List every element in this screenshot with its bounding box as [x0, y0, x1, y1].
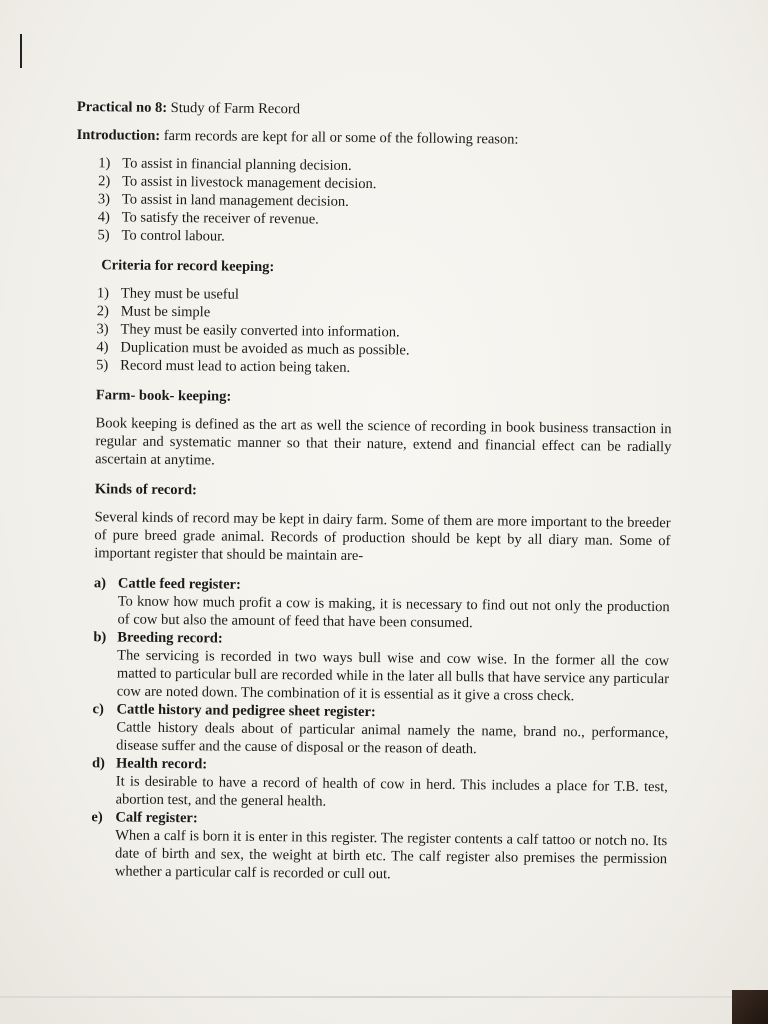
- list-number: 3): [97, 191, 111, 208]
- reasons-list: [75, 154, 674, 250]
- corner-shadow: [732, 990, 768, 1024]
- practical-title: [77, 98, 675, 122]
- list-text: To assist in livestock management decision.: [122, 173, 377, 193]
- practical-number: Practical no 8:: [76, 98, 168, 116]
- register-item: [92, 754, 669, 814]
- register-text: Cattle history deals about of particular animal namely the name, brand no., performance, disease suffer and the cause of disposal or the reason of death.: [116, 719, 669, 758]
- register-text: To know how much profit a cow is making, it is necessary to find out not only the production of cow but also the amount of feed that have been consumed.: [117, 593, 670, 632]
- register-text: When a calf is born it is enter in this register. The register contents a calf tattoo or notch no. Its date of birth and sex, the weight at birth etc. The calf register also premises the permission whether a particular calf is recorded or cull out.: [114, 827, 668, 883]
- list-text: To control labour.: [121, 227, 225, 245]
- register-item: [93, 628, 670, 706]
- register-item: [93, 574, 670, 634]
- list-text: To assist in financial planning decision.: [122, 155, 352, 174]
- register-item: [92, 700, 669, 760]
- introduction-label: Introduction:: [76, 126, 161, 144]
- register-heading: Cattle history and pedigree sheet register:: [116, 701, 376, 721]
- register-letter: c): [92, 701, 104, 718]
- list-number: 2): [96, 303, 109, 320]
- register-item: [91, 808, 668, 886]
- criteria-heading: Criteria for record keeping:: [101, 257, 275, 276]
- pen-mark: [20, 34, 22, 68]
- list-text: To assist in land management decision.: [121, 191, 349, 210]
- list-number: 1): [98, 155, 111, 172]
- introduction: [77, 126, 675, 150]
- register-list: [91, 574, 670, 886]
- list-number: 5): [96, 357, 109, 374]
- practical-subject: Study of Farm Record: [167, 99, 301, 118]
- list-number: 2): [98, 173, 111, 190]
- register-heading: Breeding record:: [117, 629, 223, 647]
- register-heading: Cattle feed register:: [117, 575, 241, 593]
- register-letter: d): [91, 755, 106, 772]
- list-number: 4): [96, 339, 109, 356]
- kinds-heading: Kinds of record:: [94, 481, 198, 499]
- introduction-text: farm records are kept for all or some of the following reason:: [160, 127, 519, 148]
- bookkeeping-heading: Farm- book- keeping:: [95, 387, 232, 405]
- register-letter: a): [93, 575, 107, 592]
- list-number: 4): [97, 209, 110, 226]
- list-text: Record must lead to action being taken.: [120, 357, 351, 376]
- register-letter: b): [93, 629, 107, 646]
- register-text: It is desirable to have a record of health of cow in herd. This includes a place for T.B. test, abortion test, and the general health.: [115, 773, 668, 810]
- list-number: 5): [97, 227, 110, 244]
- register-heading: Calf register:: [115, 809, 198, 827]
- list-text: They must be easily converted into information.: [120, 321, 400, 341]
- list-number: 1): [96, 285, 110, 302]
- register-heading: Health record:: [115, 755, 208, 773]
- kinds-paragraph: Several kinds of record may be kept in dairy farm. Some of them are more important to the breeder of pure breed grade animal. Records of production should be kept by all diary man. Some of important register that should be maintain are-: [94, 509, 671, 565]
- list-text: Duplication must be avoided as much as possible.: [120, 339, 410, 359]
- list-number: 3): [96, 321, 109, 338]
- page-content: [69, 98, 675, 886]
- register-letter: e): [91, 809, 103, 826]
- list-text: Must be simple: [120, 303, 211, 321]
- register-text: The servicing is recorded in two ways bull wise and cow wise. In the former all the cow matted to particular bull are recorded while in the later all bulls that have service any particular cow are noted down. The combination of it is essential as it give a cross check.: [116, 647, 670, 705]
- list-text: They must be useful: [120, 285, 240, 303]
- page-bottom-edge: [0, 996, 768, 998]
- bookkeeping-paragraph: Book keeping is defined as the art as well the science of recording in book business transaction in regular and systematic manner so that their nature, extend and financial effect can be radially ascertain at anytime.: [95, 415, 672, 469]
- criteria-list: [74, 284, 673, 380]
- list-text: To satisfy the receiver of revenue.: [121, 209, 319, 228]
